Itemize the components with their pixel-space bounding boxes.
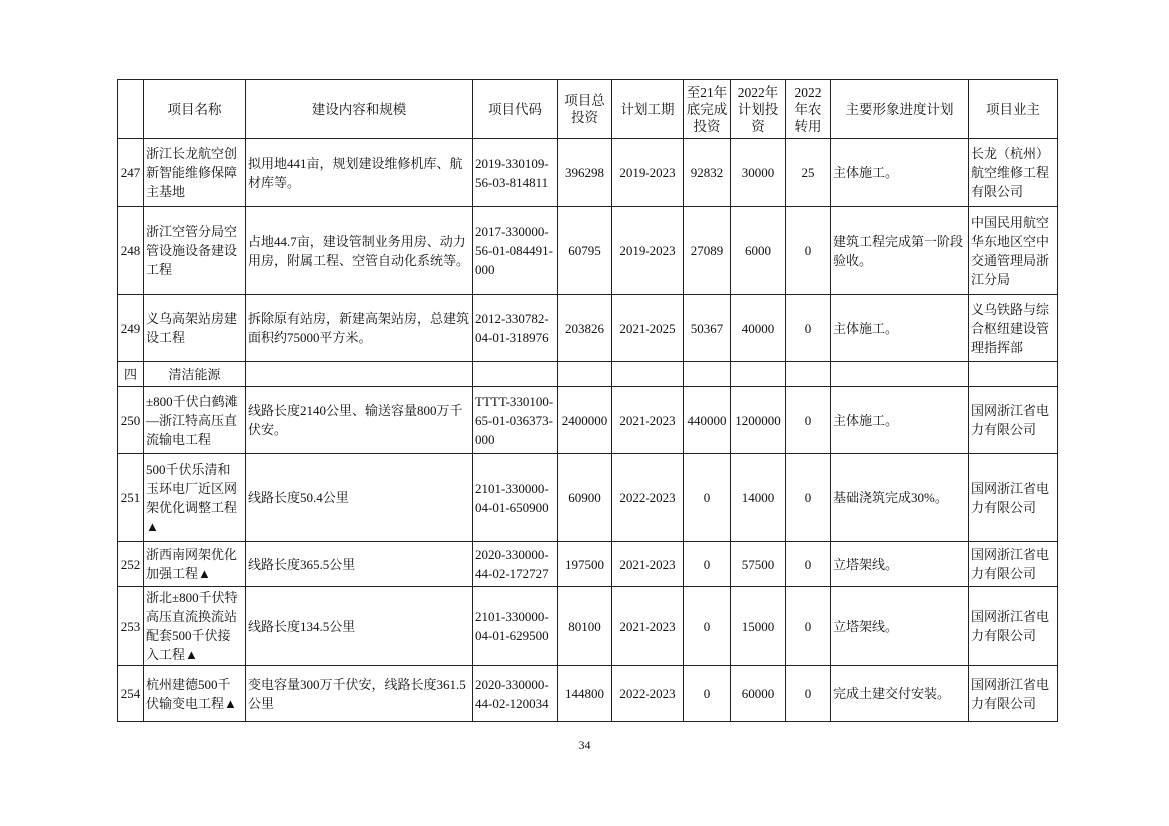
cell-name: 浙西南网架优化加强工程▲ [144, 542, 246, 587]
cell-land: 0 [786, 207, 831, 295]
cell-code: 2020-330000-44-02-172727 [473, 542, 558, 587]
cell-code: 2017-330000-56-01-084491-000 [473, 207, 558, 295]
cell-land: 25 [786, 139, 831, 207]
cell-content: 线路长度134.5公里 [246, 587, 473, 666]
header-col-done: 至21年底完成投资 [684, 80, 731, 139]
cell-progress: 主体施工。 [831, 387, 969, 454]
cell-owner: 长龙（杭州）航空维修工程有限公司 [969, 139, 1058, 207]
cell-no: 四 [118, 362, 144, 387]
cell-owner: 国网浙江省电力有限公司 [969, 666, 1058, 722]
cell-content: 变电容量300万千伏安，线路长度361.5公里 [246, 666, 473, 722]
cell-done [684, 362, 731, 387]
cell-content: 线路长度50.4公里 [246, 454, 473, 542]
cell-owner: 义乌铁路与综合枢纽建设管理指挥部 [969, 295, 1058, 362]
cell-land: 0 [786, 542, 831, 587]
table-row [118, 587, 1058, 666]
cell-total: 144800 [558, 666, 612, 722]
cell-progress: 主体施工。 [831, 295, 969, 362]
cell-progress: 立塔架线。 [831, 542, 969, 587]
header-col-plan: 2022年计划投资 [731, 80, 786, 139]
cell-name: 义乌高架站房建设工程 [144, 295, 246, 362]
cell-name: 浙江空管分局空管设施设备建设工程 [144, 207, 246, 295]
cell-land: 0 [786, 454, 831, 542]
cell-code: 2101-330000-04-01-629500 [473, 587, 558, 666]
table-header-row [118, 80, 1058, 139]
cell-total: 60795 [558, 207, 612, 295]
cell-content: 拟用地441亩，规划建设维修机库、航材库等。 [246, 139, 473, 207]
cell-period [612, 362, 684, 387]
table-row [118, 666, 1058, 722]
cell-done: 27089 [684, 207, 731, 295]
cell-plan: 57500 [731, 542, 786, 587]
header-col-land: 2022年农转用 [786, 80, 831, 139]
cell-total: 2400000 [558, 387, 612, 454]
cell-owner: 国网浙江省电力有限公司 [969, 454, 1058, 542]
cell-owner: 国网浙江省电力有限公司 [969, 387, 1058, 454]
cell-name: 浙北±800千伏特高压直流换流站配套500千伏接入工程▲ [144, 587, 246, 666]
header-col-owner: 项目业主 [969, 80, 1058, 139]
cell-period: 2021-2023 [612, 542, 684, 587]
page-number: 34 [578, 738, 591, 752]
cell-owner [969, 362, 1058, 387]
cell-no: 251 [118, 454, 144, 542]
project-table [117, 79, 1058, 722]
cell-name: 浙江长龙航空创新智能维修保障主基地 [144, 139, 246, 207]
cell-owner: 国网浙江省电力有限公司 [969, 542, 1058, 587]
cell-owner: 国网浙江省电力有限公司 [969, 587, 1058, 666]
cell-progress [831, 362, 969, 387]
cell-no: 247 [118, 139, 144, 207]
table-row [118, 139, 1058, 207]
cell-total [558, 362, 612, 387]
cell-plan: 6000 [731, 207, 786, 295]
cell-progress: 基础浇筑完成30%。 [831, 454, 969, 542]
cell-plan: 1200000 [731, 387, 786, 454]
cell-plan: 30000 [731, 139, 786, 207]
section-row [118, 362, 1058, 387]
cell-no: 252 [118, 542, 144, 587]
cell-period: 2021-2025 [612, 295, 684, 362]
cell-done: 0 [684, 666, 731, 722]
cell-code: 2020-330000-44-02-120034 [473, 666, 558, 722]
cell-name: 500千伏乐清和玉环电厂近区网架优化调整工程▲ [144, 454, 246, 542]
cell-land: 0 [786, 295, 831, 362]
cell-code: 2012-330782-04-01-318976 [473, 295, 558, 362]
cell-plan: 14000 [731, 454, 786, 542]
table-row [118, 387, 1058, 454]
cell-period: 2019-2023 [612, 139, 684, 207]
header-col-progress: 主要形象进度计划 [831, 80, 969, 139]
cell-owner: 中国民用航空华东地区空中交通管理局浙江分局 [969, 207, 1058, 295]
cell-land: 0 [786, 587, 831, 666]
cell-done: 50367 [684, 295, 731, 362]
cell-name: 杭州建德500千伏输变电工程▲ [144, 666, 246, 722]
cell-content: 线路长度365.5公里 [246, 542, 473, 587]
table-row [118, 295, 1058, 362]
cell-code: TTTT-330100-65-01-036373-000 [473, 387, 558, 454]
cell-land: 0 [786, 387, 831, 454]
cell-total: 60900 [558, 454, 612, 542]
cell-code [473, 362, 558, 387]
table-row [118, 454, 1058, 542]
header-col-total: 项目总投资 [558, 80, 612, 139]
header-col-period: 计划工期 [612, 80, 684, 139]
cell-progress: 主体施工。 [831, 139, 969, 207]
header-col-no [118, 80, 144, 139]
cell-code: 2101-330000-04-01-650900 [473, 454, 558, 542]
table-row [118, 542, 1058, 587]
cell-no: 249 [118, 295, 144, 362]
cell-no: 248 [118, 207, 144, 295]
header-col-code: 项目代码 [473, 80, 558, 139]
cell-done: 0 [684, 542, 731, 587]
header-col-name: 项目名称 [144, 80, 246, 139]
cell-no: 253 [118, 587, 144, 666]
cell-name: ±800千伏白鹤滩—浙江特高压直流输电工程 [144, 387, 246, 454]
cell-plan: 60000 [731, 666, 786, 722]
cell-plan: 40000 [731, 295, 786, 362]
cell-total: 203826 [558, 295, 612, 362]
cell-done: 440000 [684, 387, 731, 454]
cell-no: 254 [118, 666, 144, 722]
cell-period: 2022-2023 [612, 454, 684, 542]
cell-content [246, 362, 473, 387]
cell-content: 线路长度2140公里、输送容量800万千伏安。 [246, 387, 473, 454]
cell-progress: 完成土建交付安装。 [831, 666, 969, 722]
cell-no: 250 [118, 387, 144, 454]
cell-land [786, 362, 831, 387]
cell-progress: 建筑工程完成第一阶段验收。 [831, 207, 969, 295]
table-row [118, 207, 1058, 295]
header-col-content: 建设内容和规模 [246, 80, 473, 139]
cell-period: 2021-2023 [612, 387, 684, 454]
cell-plan: 15000 [731, 587, 786, 666]
cell-done: 0 [684, 587, 731, 666]
cell-period: 2022-2023 [612, 666, 684, 722]
cell-code: 2019-330109-56-03-814811 [473, 139, 558, 207]
cell-period: 2021-2023 [612, 587, 684, 666]
cell-content: 拆除原有站房，新建高架站房，总建筑面积约75000平方米。 [246, 295, 473, 362]
cell-total: 197500 [558, 542, 612, 587]
cell-done: 0 [684, 454, 731, 542]
cell-plan [731, 362, 786, 387]
cell-total: 396298 [558, 139, 612, 207]
cell-period: 2019-2023 [612, 207, 684, 295]
cell-name: 清洁能源 [144, 362, 246, 387]
cell-total: 80100 [558, 587, 612, 666]
cell-done: 92832 [684, 139, 731, 207]
cell-progress: 立塔架线。 [831, 587, 969, 666]
cell-land: 0 [786, 666, 831, 722]
cell-content: 占地44.7亩，建设管制业务用房、动力用房，附属工程、空管自动化系统等。 [246, 207, 473, 295]
